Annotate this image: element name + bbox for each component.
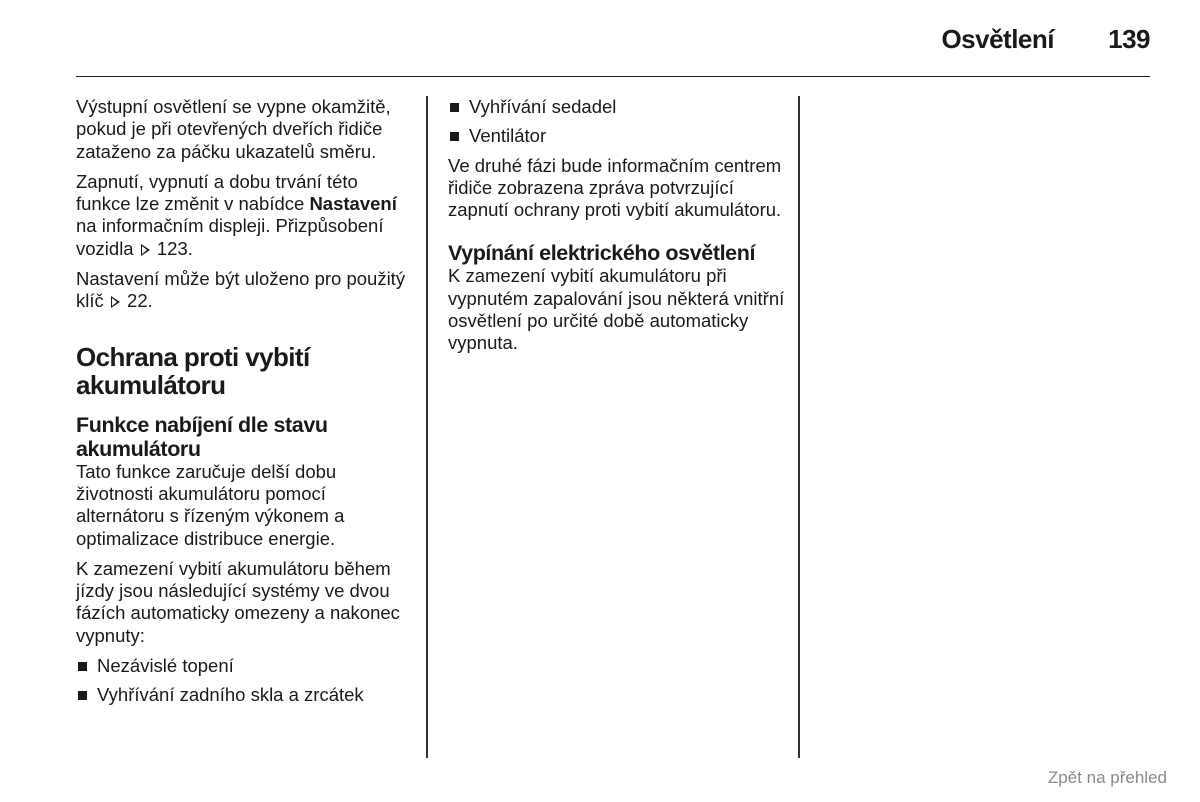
page-reference-arrow-icon: [111, 296, 120, 308]
paragraph: Zapnutí, vypnutí a dobu trvání této funkce lze změnit v nabídce Nastavení na informačním displeji. Přizpůsobení vozidla 123.: [76, 170, 397, 259]
page-header: [76, 0, 1150, 77]
paragraph: K zamezení vybití akumulátoru při vypnutém zapalování jsou některá vnitřní osvětlení po určité době automaticky vypnuta.: [448, 265, 785, 354]
list-item: Nezávislé topení: [76, 655, 416, 677]
subsection-heading: Funkce nabíjení dle stavu akumulátoru: [76, 412, 328, 461]
bullet-square-icon: [78, 691, 87, 700]
page-number: 139: [1108, 24, 1150, 54]
column-divider: [426, 96, 428, 758]
bullet-square-icon: [450, 103, 459, 112]
paragraph: K zamezení vybití akumulátoru během jízdy jsou následující systémy ve dvou fázích automaticky omezeny a nakonec vypnuty:: [76, 557, 400, 646]
page-reference-link[interactable]: 22.: [127, 290, 153, 312]
paragraph: Výstupní osvětlení se vypne okamžitě, pokud je při otevřených dveřích řidiče zataženo za páčku ukazatelů směru.: [76, 96, 391, 162]
list-item: Ventilátor: [448, 125, 788, 147]
section-title: Osvětlení: [941, 24, 1054, 54]
menu-name: Nastavení: [309, 193, 397, 215]
paragraph: Tato funkce zaručuje delší dobu životnosti akumulátoru pomocí alternátoru s řízeným výkonem a optimalizace distribuce energie.: [76, 460, 345, 549]
paragraph: Ve druhé fázi bude informačním centrem řidiče zobrazena zpráva potvrzující zapnutí ochrany proti vybití akumulátoru.: [448, 154, 782, 221]
bullet-square-icon: [78, 662, 87, 671]
page-reference-arrow-icon: [141, 244, 150, 256]
column-divider: [798, 96, 800, 758]
subsection-heading: Vypínání elektrického osvětlení: [448, 241, 756, 266]
column-left: [76, 96, 416, 714]
page-reference-link[interactable]: 123.: [156, 237, 193, 259]
bullet-square-icon: [450, 132, 459, 141]
column-middle: [448, 96, 788, 363]
section-heading: Ochrana proti vybití akumulátoru: [76, 341, 310, 400]
paragraph: Nastavení může být uloženo pro použitý klíč 22.: [76, 268, 406, 312]
list-item: Vyhřívání zadního skla a zrcátek: [76, 684, 416, 706]
list-item: Vyhřívání sedadel: [448, 96, 788, 118]
back-to-overview-link[interactable]: Zpět na přehled: [1047, 768, 1167, 787]
